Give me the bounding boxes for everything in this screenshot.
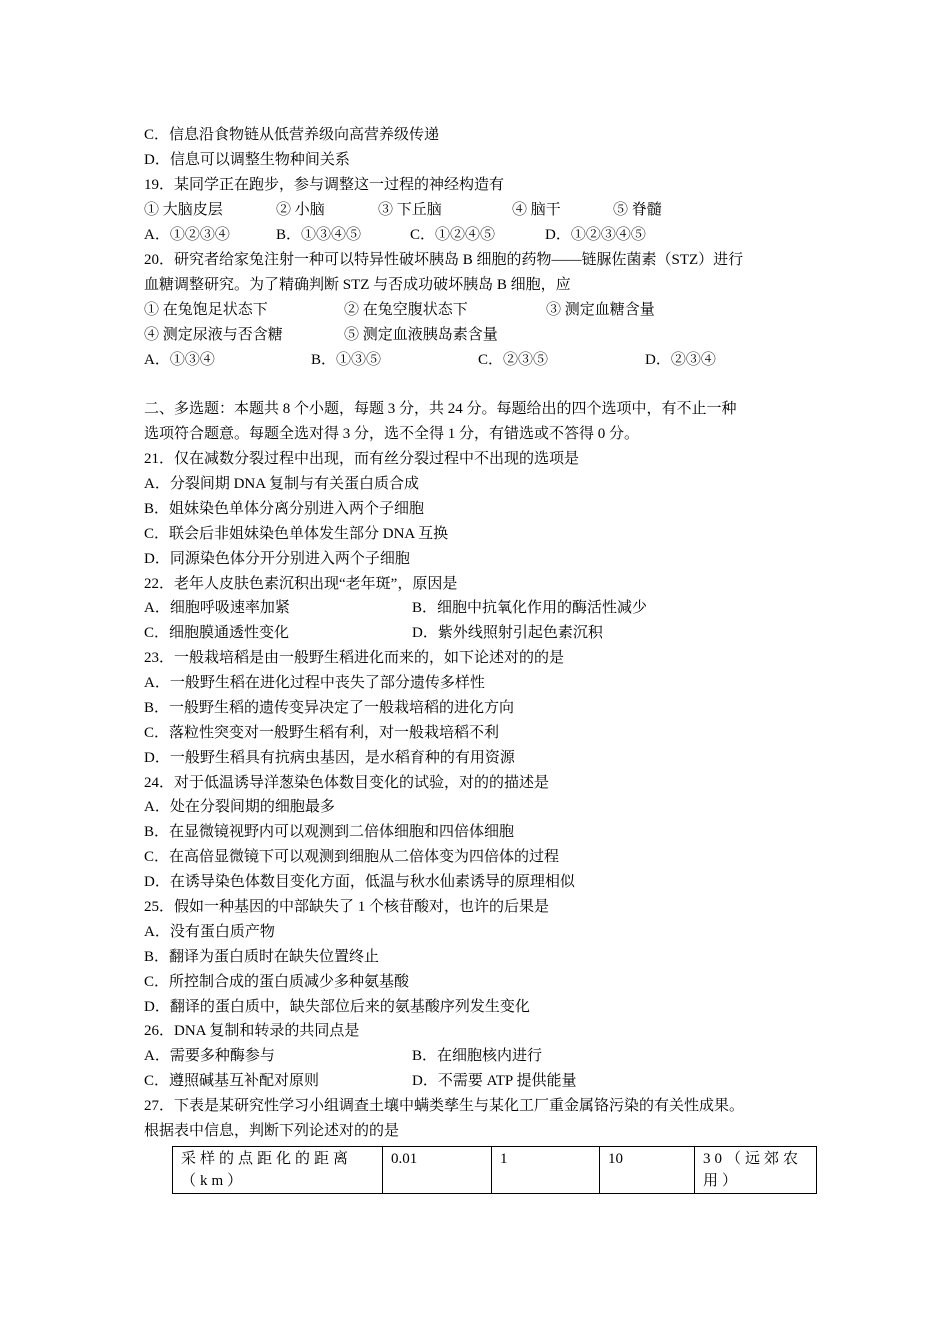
q20-option-b: B．①③⑤ (311, 352, 382, 368)
q25-stem: 25．假如一种基因的中部缺失了 1 个核苷酸对，也许的后果是 (144, 899, 550, 915)
q20-item-1: ① 在兔饱足状态下 (144, 302, 268, 318)
q27-stem-line1: 27．下表是某研究性学习小组调查土壤中螨类孳生与某化工厂重金属铬污染的有关性成果。 (144, 1098, 745, 1114)
q22-option-b: B．细胞中抗氧化作用的酶活性减少 (412, 600, 648, 616)
q19-option-b: B．①③④⑤ (276, 227, 362, 243)
q18-option-d: D．信息可以调整生物种间关系 (144, 152, 350, 168)
q26-option-a: A．需要多种酶参与 (144, 1048, 275, 1064)
q20-option-a: A．①③④ (144, 352, 215, 368)
q25-option-b: B．翻译为蛋白质时在缺失位置终止 (144, 949, 380, 965)
q22-option-c: C．细胞膜通透性变化 (144, 625, 290, 641)
q24-option-d: D．在诱导染色体数目变化方面，低温与秋水仙素诱导的原理相似 (144, 874, 575, 890)
table-cell: 1 (492, 1147, 600, 1194)
table-row (173, 1147, 817, 1194)
q20-option-c: C．②③⑤ (478, 352, 549, 368)
q27-data-table (172, 1146, 817, 1194)
section2-heading-line2: 选项符合题意。每题全选对得 3 分，选不全得 1 分，有错选或不答得 0 分。 (144, 426, 640, 442)
q23-stem: 23．一般栽培稻是由一般野生稻进化而来的，如下论述对的的是 (144, 650, 565, 666)
q19-option-a: A．①②③④ (144, 227, 230, 243)
q26-stem: 26．DNA 复制和转录的共同点是 (144, 1023, 360, 1039)
q21-option-a: A．分裂间期 DNA 复制与有关蛋白质合成 (144, 476, 420, 492)
q24-option-b: B．在显微镜视野内可以观测到二倍体细胞和四倍体细胞 (144, 824, 515, 840)
table-cell: 10 (600, 1147, 695, 1194)
q22-option-a: A．细胞呼吸速率加紧 (144, 600, 290, 616)
q19-stem: 19．某同学正在跑步，参与调整这一过程的神经构造有 (144, 177, 505, 193)
table-cell: 30（远郊农用） (695, 1147, 817, 1194)
q20-item-5: ⑤ 测定血液胰岛素含量 (344, 327, 498, 343)
q19-option-d: D．①②③④⑤ (545, 227, 646, 243)
q23-option-a: A．一般野生稻在进化过程中丧失了部分遗传多样性 (144, 675, 485, 691)
q22-option-d: D．紫外线照射引起色素沉积 (412, 625, 603, 641)
q24-option-c: C．在高倍显微镜下可以观测到细胞从二倍体变为四倍体的过程 (144, 849, 560, 865)
q21-option-c: C．联会后非姐妹染色单体发生部分 DNA 互换 (144, 526, 449, 542)
q21-option-b: B．姐妹染色单体分离分别进入两个子细胞 (144, 501, 425, 517)
q23-option-d: D．一般野生稻具有抗病虫基因，是水稻育种的有用资源 (144, 750, 515, 766)
q20-item-2: ② 在兔空腹状态下 (344, 302, 468, 318)
q19-item-5: ⑤ 脊髓 (613, 202, 662, 218)
q19-option-c: C．①②④⑤ (410, 227, 496, 243)
q25-option-a: A．没有蛋白质产物 (144, 924, 275, 940)
q24-option-a: A．处在分裂间期的细胞最多 (144, 799, 335, 815)
section2-heading-line1: 二、多选题：本题共 8 个小题，每题 3 分，共 24 分。每题给出的四个选项中，有不止一种 (144, 401, 737, 417)
q19-item-3: ③ 下丘脑 (378, 202, 442, 218)
q26-option-b: B．在细胞核内进行 (412, 1048, 543, 1064)
q21-stem: 21．仅在减数分裂过程中出现，而有丝分裂过程中不出现的选项是 (144, 451, 580, 467)
q26-option-c: C．遵照碱基互补配对原则 (144, 1073, 320, 1089)
q22-stem: 22．老年人皮肤色素沉积出现“老年斑”，原因是 (144, 576, 458, 592)
q20-option-d: D．②③④ (645, 352, 716, 368)
q23-option-c: C．落粒性突变对一般野生稻有利，对一般栽培稻不利 (144, 725, 500, 741)
q24-stem: 24．对于低温诱导洋葱染色体数目变化的试验，对的的描述是 (144, 775, 550, 791)
q25-option-d: D．翻译的蛋白质中，缺失部位后来的氨基酸序列发生变化 (144, 999, 530, 1015)
q23-option-b: B．一般野生稻的遗传变异决定了一般栽培稻的进化方向 (144, 700, 515, 716)
q20-item-4: ④ 测定尿液与否含糖 (144, 327, 283, 343)
q19-item-2: ② 小脑 (276, 202, 325, 218)
q26-option-d: D．不需要 ATP 提供能量 (412, 1073, 577, 1089)
q19-item-4: ④ 脑干 (512, 202, 561, 218)
q19-item-1: ① 大脑皮层 (144, 202, 223, 218)
q25-option-c: C．所控制合成的蛋白质减少多种氨基酸 (144, 974, 410, 990)
q21-option-d: D．同源染色体分开分别进入两个子细胞 (144, 551, 410, 567)
q18-option-c: C．信息沿食物链从低营养级向高营养级传递 (144, 127, 440, 143)
table-header-distance: 采样的点距化的距离（km） (173, 1147, 383, 1194)
table-cell: 0.01 (383, 1147, 492, 1194)
q20-stem-line2: 血糖调整研究。为了精确判断 STZ 与否成功破坏胰岛 B 细胞，应 (144, 277, 571, 293)
q27-stem-line2: 根据表中信息，判断下列论述对的的是 (144, 1123, 400, 1139)
q20-item-3: ③ 测定血糖含量 (546, 302, 655, 318)
q20-stem-line1: 20．研究者给家兔注射一种可以特异性破坏胰岛 B 细胞的药物——链脲佐菌素（STZ）进行 (144, 252, 744, 268)
